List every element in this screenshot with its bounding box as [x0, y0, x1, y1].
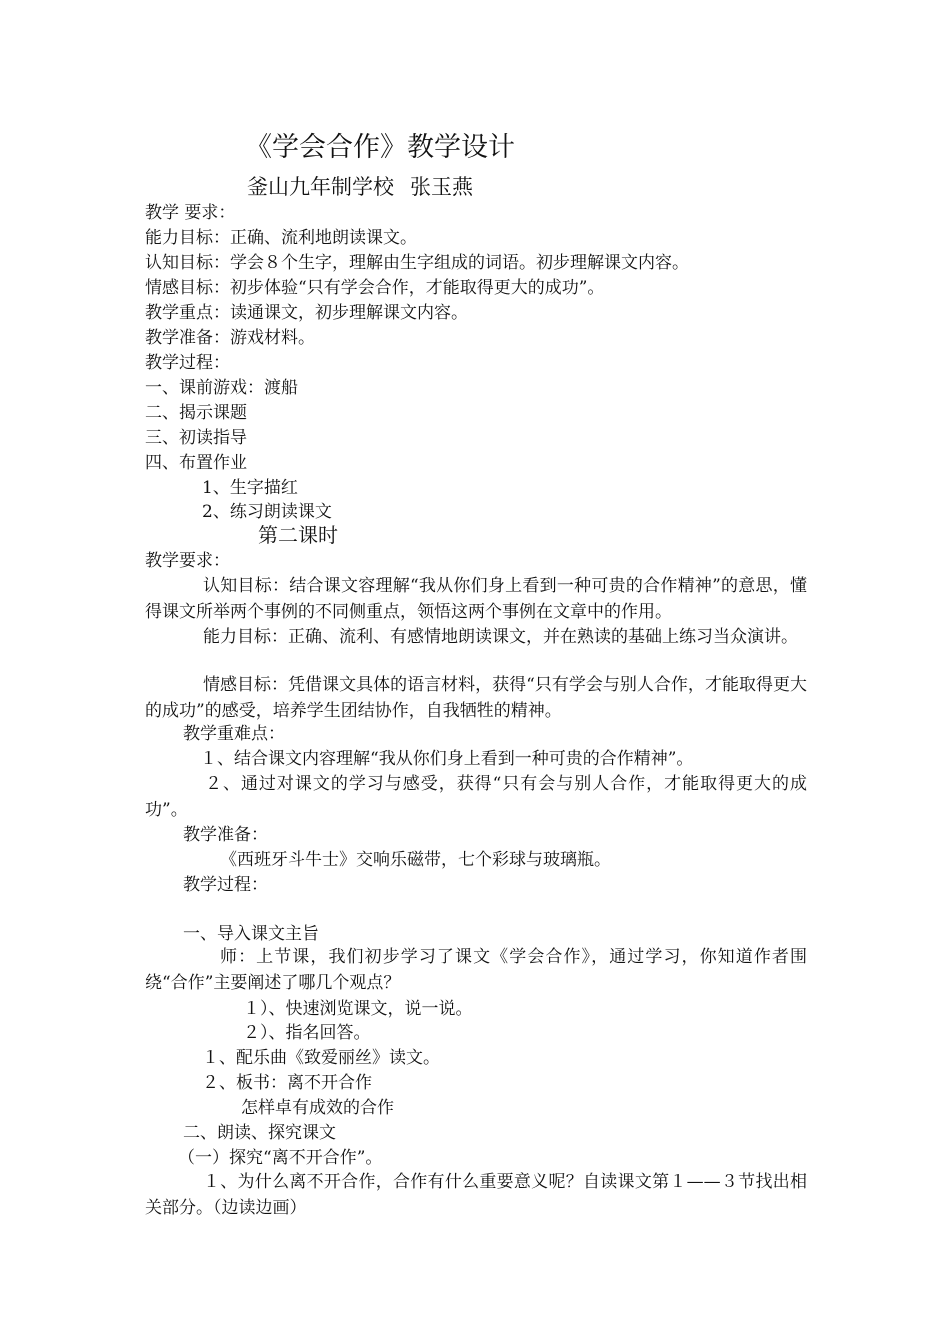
l1-requirements-label: 教学 要求：	[145, 203, 236, 223]
l1-homework-item: 2、练习朗读课文	[202, 502, 332, 522]
l2-section1-title: 一、导入课文主旨	[183, 924, 319, 944]
lesson2-heading: 第二课时	[258, 523, 338, 547]
l2-board-line2: 怎样卓有成效的合作	[241, 1098, 394, 1118]
l2-section1-item: ２、板书：离不开合作	[202, 1073, 372, 1093]
l2-process-label: 教学过程：	[183, 875, 268, 895]
l2-emotion-goal: 情感目标：凭借课文具体的语言材料，获得“只有学会与别人合作，才能取得更大的成功”的感受，培养学生团结协作，自我牺牲的精神。	[145, 675, 807, 721]
l2-section2-sub: （一）探究“离不开合作”。	[178, 1148, 383, 1168]
l1-emotion-goal: 情感目标：初步体验“只有学会合作，才能取得更大的成功”。	[145, 278, 605, 298]
l2-key-point: １、结合课文内容理解“我从你们身上看到一种可贵的合作精神”。	[200, 749, 694, 769]
l2-section2-title: 二、朗读、探究课文	[183, 1123, 336, 1143]
document-title: 《学会合作》教学设计	[245, 132, 515, 163]
l2-section1-item: １、配乐曲《致爱丽丝》读文。	[202, 1048, 440, 1068]
l2-section2-question: １、为什么离不开合作，合作有什么重要意义呢？自读课文第１——３节找出相关部分。（边读边画）	[145, 1172, 807, 1218]
l2-section1-intro: 师：上节课，我们初步学习了课文《学会合作》，通过学习，你知道作者围绕“合作”主要阐述了哪几个观点？	[145, 947, 807, 993]
l1-step: 四、布置作业	[145, 453, 247, 473]
author-line	[247, 173, 473, 201]
l1-preparation: 教学准备：游戏材料。	[145, 328, 315, 348]
l1-teaching-focus: 教学重点：读通课文，初步理解课文内容。	[145, 303, 468, 323]
author-school: 釜山九年制学校	[247, 175, 394, 199]
l1-process-label: 教学过程：	[145, 353, 230, 373]
l1-homework-item: 1、生字描红	[202, 478, 298, 498]
l1-step: 二、揭示课题	[145, 403, 247, 423]
l1-ability-goal: 能力目标：正确、流利地朗读课文。	[145, 228, 417, 248]
l2-key-point: ２、通过对课文的学习与感受，获得“只有会与别人合作，才能取得更大的成功”。	[145, 774, 807, 820]
l2-section1-sub: １）、快速浏览课文，说一说。	[243, 999, 473, 1019]
l2-prep-label: 教学准备：	[183, 825, 268, 845]
l2-prep-text: 《西班牙斗牛士》交响乐磁带，七个彩球与玻璃瓶。	[220, 850, 611, 870]
l1-step: 一、课前游戏：渡船	[145, 378, 298, 398]
l2-section1-sub: ２）、指名回答。	[243, 1023, 371, 1043]
l2-key-label: 教学重难点：	[183, 724, 285, 744]
l2-cognition-goal: 认知目标：结合课文容理解“我从你们身上看到一种可贵的合作精神”的意思，懂得课文所举两个事例的不同侧重点，领悟这两个事例在文章中的作用。	[145, 576, 807, 622]
author-name: 张玉燕	[410, 175, 473, 199]
l2-requirements-label: 教学要求：	[145, 551, 230, 571]
l1-step: 三、初读指导	[145, 428, 247, 448]
l1-cognition-goal: 认知目标：学会８个生字，理解由生字组成的词语。初步理解课文内容。	[145, 253, 689, 273]
l2-ability-goal: 能力目标：正确、流利、有感情地朗读课文，并在熟读的基础上练习当众演讲。	[203, 627, 798, 647]
